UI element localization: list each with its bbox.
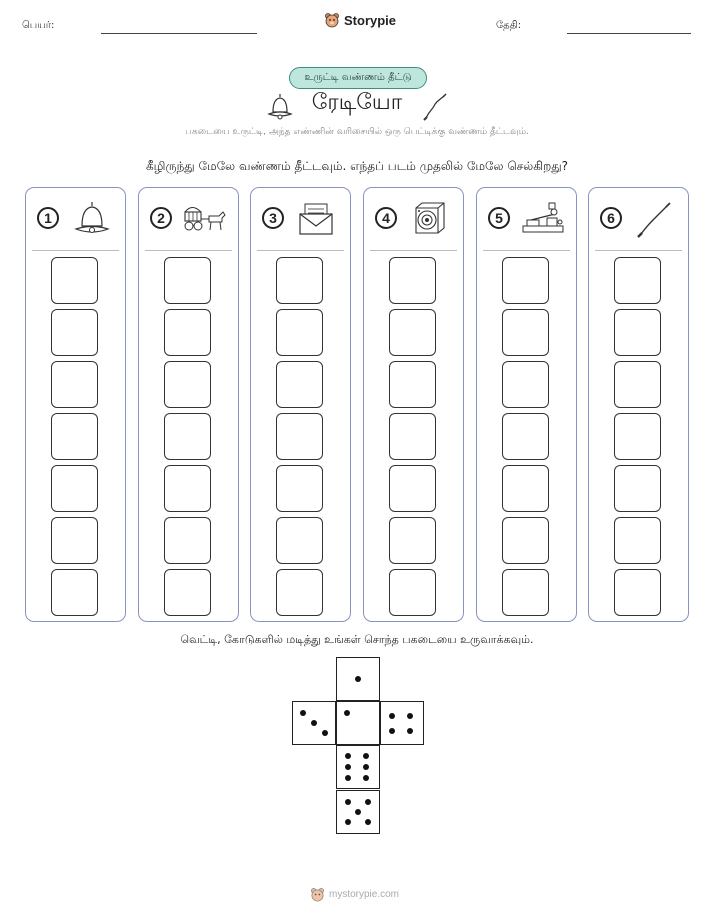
color-box[interactable] bbox=[502, 361, 549, 408]
column-3 bbox=[250, 187, 351, 622]
brand-logo bbox=[324, 12, 396, 28]
color-box[interactable] bbox=[276, 465, 323, 512]
color-box[interactable] bbox=[276, 361, 323, 408]
color-box[interactable] bbox=[164, 569, 211, 616]
cutout-instruction: வெட்டி, கோடுகளில் மடித்து உங்கள் சொந்த பகடையை உருவாக்கவும். bbox=[180, 633, 534, 646]
dice-face-4 bbox=[380, 701, 424, 745]
column-2 bbox=[138, 187, 239, 622]
name-field[interactable] bbox=[101, 33, 257, 34]
bear-mascot-icon bbox=[310, 887, 325, 902]
color-box[interactable] bbox=[502, 309, 549, 356]
color-box[interactable] bbox=[276, 517, 323, 564]
envelope-icon bbox=[295, 200, 339, 238]
column-number: 3 bbox=[262, 207, 284, 229]
color-box[interactable] bbox=[614, 517, 661, 564]
color-box[interactable] bbox=[51, 517, 98, 564]
activity-tag: உருட்டி வண்ணம் தீட்டு bbox=[289, 67, 427, 89]
column-number: 2 bbox=[150, 207, 172, 229]
color-box[interactable] bbox=[389, 257, 436, 304]
column-number: 6 bbox=[600, 207, 622, 229]
color-box[interactable] bbox=[51, 465, 98, 512]
column-number: 5 bbox=[488, 207, 510, 229]
color-box[interactable] bbox=[502, 257, 549, 304]
cable-icon bbox=[633, 200, 677, 238]
color-box[interactable] bbox=[276, 309, 323, 356]
color-box[interactable] bbox=[164, 465, 211, 512]
color-box[interactable] bbox=[164, 517, 211, 564]
color-box[interactable] bbox=[614, 465, 661, 512]
color-box[interactable] bbox=[51, 361, 98, 408]
column-header bbox=[589, 188, 688, 250]
page-title: ரேடியோ bbox=[311, 90, 403, 115]
column-header bbox=[26, 188, 125, 250]
column-number: 1 bbox=[37, 207, 59, 229]
dice-face-5 bbox=[336, 790, 380, 834]
color-box[interactable] bbox=[164, 309, 211, 356]
color-box[interactable] bbox=[51, 257, 98, 304]
color-box[interactable] bbox=[502, 413, 549, 460]
dice-face-3 bbox=[292, 701, 336, 745]
color-box[interactable] bbox=[51, 569, 98, 616]
brand-name: Storypie bbox=[344, 12, 397, 28]
color-box[interactable] bbox=[614, 309, 661, 356]
bell-icon bbox=[70, 200, 114, 238]
column-header bbox=[364, 188, 463, 250]
color-box[interactable] bbox=[164, 257, 211, 304]
color-box[interactable] bbox=[51, 413, 98, 460]
column-5 bbox=[476, 187, 577, 622]
dice-net bbox=[291, 657, 425, 837]
color-box[interactable] bbox=[614, 569, 661, 616]
color-box[interactable] bbox=[502, 569, 549, 616]
column-1 bbox=[25, 187, 126, 622]
color-box[interactable] bbox=[276, 257, 323, 304]
column-header bbox=[139, 188, 238, 250]
column-4 bbox=[363, 187, 464, 622]
color-box[interactable] bbox=[389, 413, 436, 460]
footer-site: mystorypie.com bbox=[329, 889, 400, 900]
instructions-text: பகடையை உருட்டி, அந்த எண்ணின் வரிசையில் ஒரு பெட்டிக்கு வண்ணம் தீட்டவும். bbox=[185, 127, 529, 137]
color-box[interactable] bbox=[614, 361, 661, 408]
color-box[interactable] bbox=[614, 257, 661, 304]
footer bbox=[310, 887, 399, 902]
color-box[interactable] bbox=[164, 413, 211, 460]
color-box[interactable] bbox=[389, 361, 436, 408]
color-box[interactable] bbox=[276, 569, 323, 616]
question-text: கீழிருந்து மேலே வண்ணம் தீட்டவும். எந்தப் படம் முதலில் மேலே செல்கிறது? bbox=[145, 159, 569, 173]
cable-icon bbox=[420, 92, 450, 122]
column-header bbox=[251, 188, 350, 250]
dice-face-6 bbox=[336, 745, 380, 789]
color-box[interactable] bbox=[389, 309, 436, 356]
color-box[interactable] bbox=[389, 465, 436, 512]
color-box[interactable] bbox=[389, 517, 436, 564]
speaker-icon bbox=[408, 200, 452, 238]
dice-face-1 bbox=[336, 657, 380, 701]
color-box[interactable] bbox=[51, 309, 98, 356]
column-6 bbox=[588, 187, 689, 622]
column-number: 4 bbox=[375, 207, 397, 229]
color-box[interactable] bbox=[276, 413, 323, 460]
color-box[interactable] bbox=[502, 517, 549, 564]
date-label: தேதி: bbox=[496, 20, 522, 31]
color-box[interactable] bbox=[614, 413, 661, 460]
color-box[interactable] bbox=[502, 465, 549, 512]
date-field[interactable] bbox=[567, 33, 691, 34]
dice-face-1 bbox=[336, 701, 380, 745]
bear-mascot-icon bbox=[324, 12, 340, 28]
name-label: பெயர்: bbox=[22, 20, 55, 31]
color-box[interactable] bbox=[389, 569, 436, 616]
telegraph-key-icon bbox=[521, 200, 565, 238]
column-header bbox=[477, 188, 576, 250]
color-box[interactable] bbox=[164, 361, 211, 408]
stagecoach-icon bbox=[183, 200, 227, 238]
